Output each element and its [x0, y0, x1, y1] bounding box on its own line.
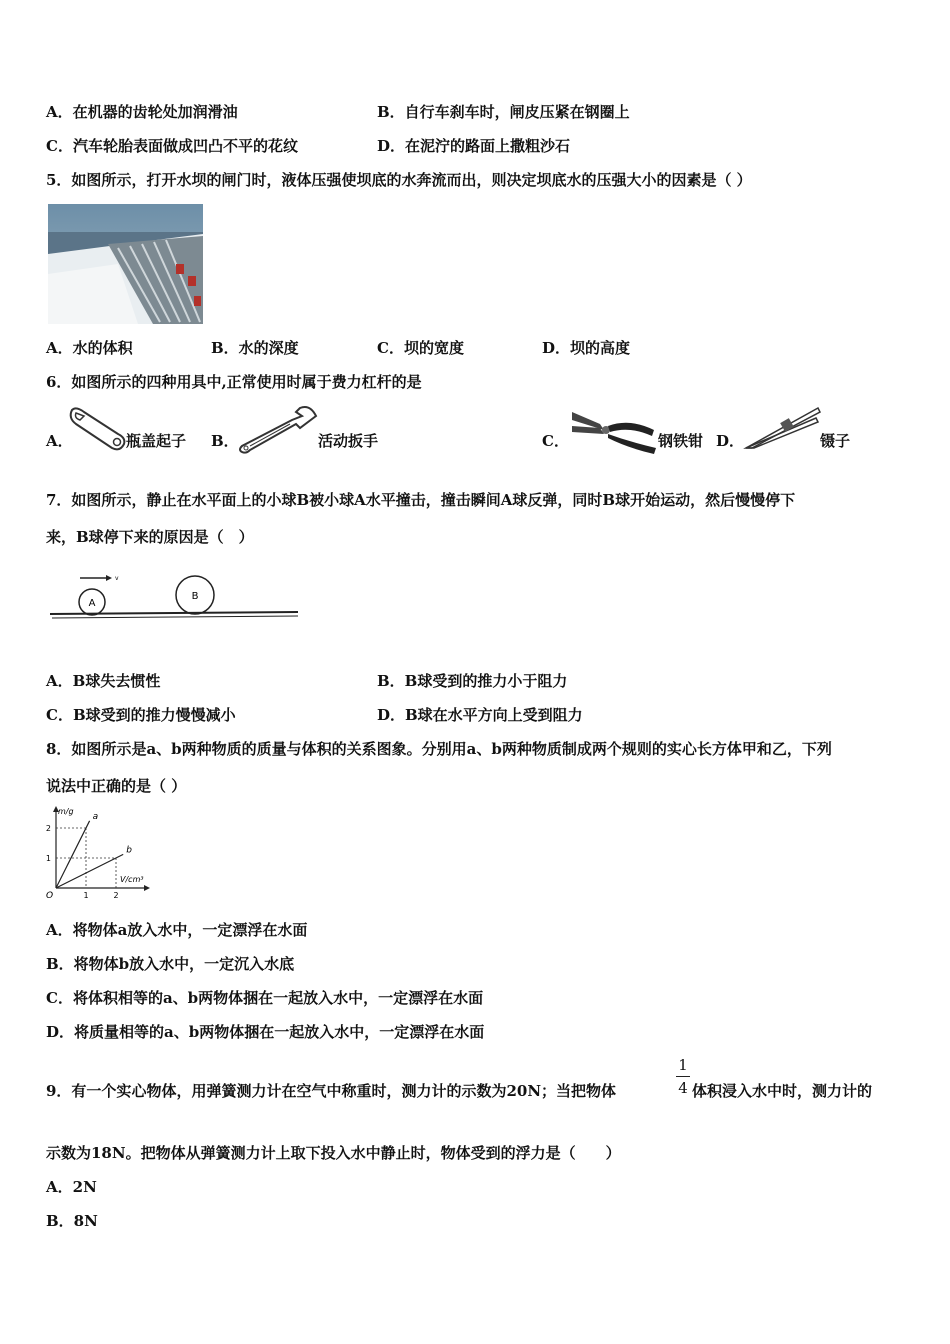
q8-stem-line1: 8．如图所示是a、b两种物质的质量与体积的关系图象。分别用a、b两种物质制成两个规则的实心长方体甲和乙，下列: [46, 740, 832, 758]
q6-letter-a: A．: [46, 432, 73, 450]
ball-b-label: B: [191, 591, 199, 602]
q5-option-a: A．水的体积: [46, 339, 133, 357]
q5-option-c: C．坝的宽度: [377, 339, 464, 357]
q9-stem-line2: 示数为18N。把物体从弹簧测力计上取下投入水中静止时，物体受到的浮力是（ ）: [46, 1144, 621, 1162]
q4-option-c: C．汽车轮胎表面做成凹凸不平的花纹: [46, 137, 298, 155]
q6-label-c: 钢铁钳: [658, 432, 704, 450]
q7-option-b: B．B球受到的推力小于阻力: [377, 672, 568, 690]
q6-label-d: 镊子: [820, 432, 851, 450]
fraction-denominator: 4: [678, 1079, 688, 1097]
q4-option-d: D．在泥泞的路面上撒粗沙石: [377, 137, 571, 155]
x-tick-label: 2: [113, 891, 119, 900]
series-line-a: [56, 821, 90, 888]
q7-option-c: C．B球受到的推力慢慢减小: [46, 706, 236, 724]
series-line-b: [56, 854, 123, 888]
y-tick-label: 1: [45, 854, 51, 863]
q9-stem-part2: 体积浸入水中时，测力计的: [692, 1082, 873, 1100]
q8-option-c: C．将体积相等的a、b两物体捆在一起放入水中，一定漂浮在水面: [46, 989, 484, 1007]
pliers-icon: [570, 408, 658, 456]
q9-stem-part1: 9．有一个实心物体，用弹簧测力计在空气中称重时，测力计的示数为20N；当把物体: [46, 1082, 617, 1100]
tweezers-icon: [742, 404, 822, 452]
q7-option-d: D．B球在水平方向上受到阻力: [377, 706, 583, 724]
x-tick-label: 1: [83, 891, 89, 900]
q8-option-a: A．将物体a放入水中，一定漂浮在水面: [46, 921, 308, 939]
velocity-label: v: [115, 575, 119, 582]
q9-option-b: B．8N: [46, 1212, 98, 1230]
adjustable-wrench-icon: [236, 402, 320, 454]
q7-stem-line1: 7．如图所示，静止在水平面上的小球B被小球A水平撞击，撞击瞬间A球反弹，同时B球开始运动，然后慢慢停下: [46, 491, 796, 509]
q4-option-a: A．在机器的齿轮处加润滑油: [46, 103, 238, 121]
q6-letter-d: D．: [716, 432, 745, 450]
y-tick-label: 2: [45, 824, 51, 833]
q6-label-a: 瓶盖起子: [126, 432, 187, 450]
y-axis-label: m/g: [58, 807, 74, 816]
q6-letter-c: C．: [542, 432, 569, 450]
q4-option-b: B．自行车刹车时，闸皮压紧在钢圈上: [377, 103, 630, 121]
q6-label-b: 活动扳手: [318, 432, 379, 450]
q6-stem: 6．如图所示的四种用具中,正常使用时属于费力杠杆的是: [46, 373, 422, 391]
series-label-a: a: [92, 811, 99, 822]
q9-option-a: A．2N: [46, 1178, 97, 1196]
q8-stem-line2: 说法中正确的是（ ）: [46, 777, 187, 795]
q5-stem: 5．如图所示，打开水坝的闸门时，液体压强使坝底的水奔流而出，则决定坝底水的压强大小的因素是（ ）: [46, 171, 752, 189]
ball-a-label: A: [88, 598, 96, 609]
dam-photo: [48, 204, 203, 324]
collision-diagram: [48, 572, 302, 624]
q7-option-a: A．B球失去惯性: [46, 672, 161, 690]
one-quarter-fraction: [676, 1056, 690, 1097]
q8-option-d: D．将质量相等的a、b两物体捆在一起放入水中，一定漂浮在水面: [46, 1023, 485, 1041]
q7-stem-line2: 来，B球停下来的原因是（ ）: [46, 528, 254, 546]
series-label-b: b: [126, 845, 132, 856]
q5-option-d: D．坝的高度: [542, 339, 631, 357]
q8-option-b: B．将物体b放入水中，一定沉入水底: [46, 955, 295, 973]
origin-label: O: [46, 891, 54, 901]
fraction-numerator: 1: [678, 1056, 688, 1074]
x-axis-label: V/cm³: [120, 875, 144, 884]
mass-volume-chart: [40, 804, 160, 904]
q6-letter-b: B．: [211, 432, 239, 450]
bottle-opener-icon: [66, 404, 128, 454]
q5-option-b: B．水的深度: [211, 339, 299, 357]
